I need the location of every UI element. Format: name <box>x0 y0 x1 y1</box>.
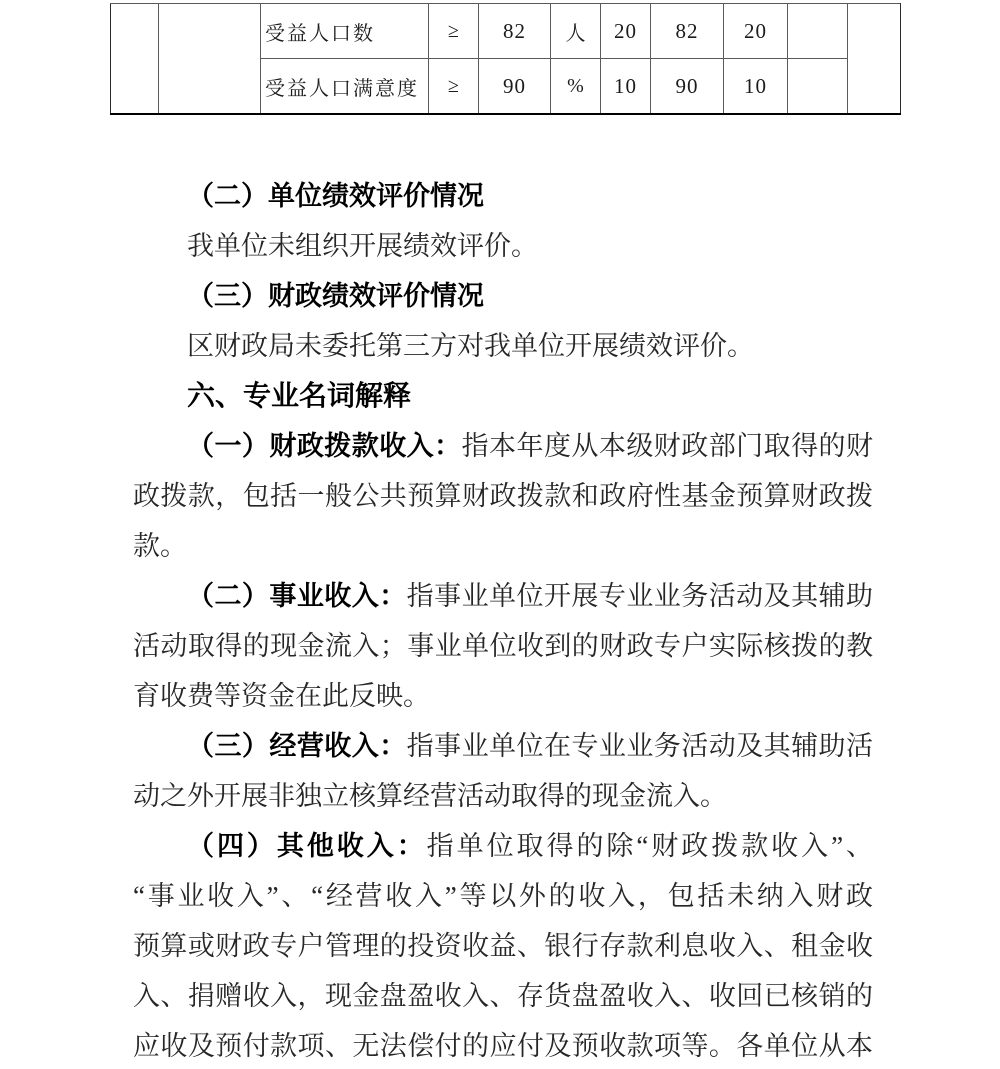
table-cell-target: 82 <box>479 4 551 59</box>
table-cell-actual: 90 <box>651 59 724 115</box>
text-line: 我单位未组织开展绩效评价。 <box>187 231 538 261</box>
text-line: 款。 <box>133 531 187 561</box>
text-line: “事业收入”、“经营收入”等以外的收入，包括未纳入财政 <box>133 881 873 911</box>
text-line: 应收及预付款项、无法偿付的应付及预收款项等。各单位从本 <box>133 1031 873 1061</box>
table-cell-operator: ≥ <box>429 4 479 59</box>
metrics-table <box>110 3 901 115</box>
table-cell-continued <box>159 4 261 115</box>
table-cell-unit: % <box>551 59 601 115</box>
table-cell-score: 20 <box>724 4 788 59</box>
table-cell-target: 90 <box>479 59 551 115</box>
text-line: 政拨款，包括一般公共预算财政拨款和政府性基金预算财政拨 <box>133 481 873 511</box>
table-row <box>111 4 901 59</box>
table-cell-indicator: 受益人口满意度 <box>261 59 429 115</box>
table-cell-weight: 10 <box>601 59 651 115</box>
document-body <box>133 171 873 1069</box>
text-line: （四）其他收入：指单位取得的除“财政拨款收入”、 <box>187 831 874 861</box>
table-cell-operator: ≥ <box>429 59 479 115</box>
text-line: 育收费等资金在此反映。 <box>133 681 430 711</box>
table-cell-continued <box>111 4 159 115</box>
text-line: 区财政局未委托第三方对我单位开展绩效评价。 <box>187 331 754 361</box>
table-cell-continued <box>848 4 901 115</box>
text-line: （三）经营收入：指事业单位在专业业务活动及其辅助活 <box>187 731 874 761</box>
text-line: （二）事业收入：指事业单位开展专业业务活动及其辅助 <box>187 581 874 611</box>
table-cell-score: 10 <box>724 59 788 115</box>
table-cell-weight: 20 <box>601 4 651 59</box>
text-line: 动之外开展非独立核算经营活动取得的现金流入。 <box>133 781 727 811</box>
section-heading: 六、专业名词解释 <box>187 380 412 411</box>
text-line: （二）单位绩效评价情况 <box>187 181 484 211</box>
table-cell-actual: 82 <box>651 4 724 59</box>
text-line: （一）财政拨款收入：指本年度从本级财政部门取得的财 <box>187 431 874 461</box>
text-line: （三）财政绩效评价情况 <box>187 281 484 311</box>
text-line: 预算或财政专户管理的投资收益、银行存款利息收入、租金收 <box>133 931 873 961</box>
table-cell-indicator: 受益人口数 <box>261 4 429 59</box>
table-cell-empty <box>788 59 848 115</box>
table-cell-empty <box>788 4 848 59</box>
table-cell-unit: 人 <box>551 4 601 59</box>
text-line: 入、捐赠收入，现金盘盈收入、存货盘盈收入、收回已核销的 <box>133 981 873 1011</box>
text-line: 活动取得的现金流入；事业单位收到的财政专户实际核拨的教 <box>133 631 873 661</box>
